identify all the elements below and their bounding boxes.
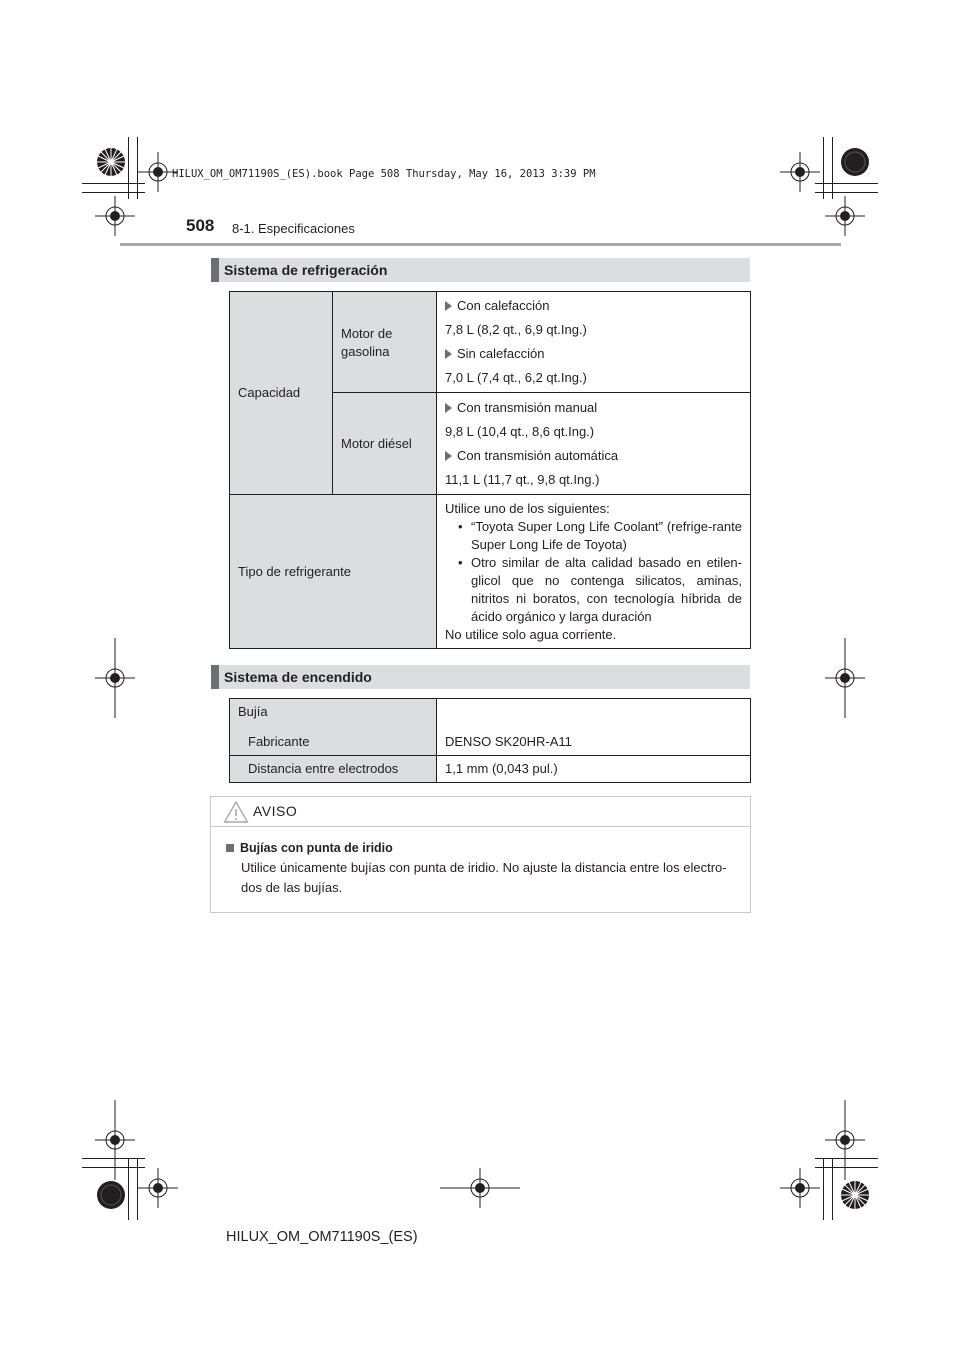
footer-doc-code: HILUX_OM_OM71190S_(ES) bbox=[226, 1229, 418, 1245]
ignition-table bbox=[229, 698, 751, 783]
list-item: • “Toyota Super Long Life Coolant” (refrige-rante Super Long Life de Toyota) bbox=[471, 518, 742, 554]
cooling-table bbox=[229, 291, 751, 649]
spark-plug-label: Bujía bbox=[238, 704, 268, 719]
diesel-label: Motor diésel bbox=[333, 393, 437, 495]
triangle-bullet-icon bbox=[445, 451, 452, 461]
warning-subtitle: Bujías con punta de iridio bbox=[226, 841, 393, 855]
coolant-note: No utilice solo agua corriente. bbox=[445, 627, 617, 642]
warning-body: Utilice únicamente bujías con punta de iridio. No ajuste la distancia entre los electro-dos de las bujías. bbox=[241, 860, 727, 895]
crosshair-mark-icon bbox=[780, 152, 820, 192]
starburst-mark-icon bbox=[840, 1180, 870, 1210]
gasoline-option: Sin calefacción bbox=[445, 345, 742, 363]
ignition-section-title bbox=[211, 665, 750, 689]
crosshair-mark-icon bbox=[138, 1168, 178, 1208]
gasoline-value: 7,8 L (8,2 qt., 6,9 qt.Ing.) bbox=[445, 322, 587, 337]
divider bbox=[211, 826, 750, 827]
starburst-mark-icon bbox=[96, 147, 126, 177]
crop-mark bbox=[823, 137, 824, 199]
title-bar bbox=[211, 258, 219, 282]
table-row bbox=[230, 495, 751, 649]
crosshair-mark-icon bbox=[95, 196, 135, 236]
crop-mark bbox=[815, 192, 878, 193]
table-row bbox=[230, 699, 751, 756]
diesel-option: Con transmisión manual bbox=[445, 399, 742, 417]
section-heading: 8-1. Especificaciones bbox=[232, 221, 355, 236]
diesel-option: Con transmisión automática bbox=[445, 447, 742, 465]
page-number: 508 bbox=[186, 216, 215, 235]
coolant-list bbox=[445, 518, 742, 626]
table-row bbox=[230, 756, 751, 783]
capacity-label: Capacidad bbox=[230, 292, 333, 495]
gasoline-value: 7,0 L (7,4 qt., 6,2 qt.Ing.) bbox=[445, 370, 587, 385]
warning-box bbox=[210, 796, 751, 913]
table-row bbox=[230, 292, 751, 393]
book-stamp: HILUX_OM_OM71190S_(ES).book Page 508 Thursday, May 16, 2013 3:39 PM bbox=[172, 168, 596, 180]
crosshair-mark-icon bbox=[825, 1100, 865, 1180]
square-bullet-icon bbox=[226, 844, 234, 852]
crop-mark bbox=[832, 137, 833, 199]
warning-triangle-icon bbox=[223, 800, 249, 824]
crosshair-mark-icon bbox=[440, 1168, 520, 1208]
maker-label: Fabricante bbox=[248, 734, 310, 749]
cooling-section-title bbox=[211, 258, 750, 282]
crosshair-mark-icon bbox=[95, 638, 135, 718]
crop-mark bbox=[82, 183, 145, 184]
triangle-bullet-icon bbox=[445, 403, 452, 413]
header-rule bbox=[120, 243, 841, 246]
diesel-value: 11,1 L (11,7 qt., 9,8 qt.Ing.) bbox=[445, 471, 600, 487]
title-bar bbox=[211, 665, 219, 689]
cooling-title-text: Sistema de refrigeración bbox=[224, 262, 388, 278]
coolant-label: Tipo de refrigerante bbox=[230, 495, 437, 649]
ignition-title-text: Sistema de encendido bbox=[224, 669, 372, 685]
crosshair-mark-icon bbox=[95, 1100, 135, 1180]
crosshair-mark-icon bbox=[825, 196, 865, 236]
warning-title: AVISO bbox=[253, 803, 298, 819]
triangle-bullet-icon bbox=[445, 349, 452, 359]
maker-value: DENSO SK20HR-A11 bbox=[437, 699, 751, 756]
gap-value: 1,1 mm (0,043 pul.) bbox=[437, 756, 751, 783]
gasoline-label: Motor de gasolina bbox=[333, 292, 437, 393]
diesel-value: 9,8 L (10,4 qt., 8,6 qt.Ing.) bbox=[445, 423, 595, 439]
gasoline-option: Con calefacción bbox=[445, 297, 742, 315]
triangle-bullet-icon bbox=[445, 301, 452, 311]
crop-mark bbox=[128, 137, 129, 199]
solid-circle-mark-icon bbox=[840, 147, 870, 177]
crosshair-mark-icon bbox=[825, 638, 865, 718]
gap-label: Distancia entre electrodos bbox=[230, 756, 437, 783]
crosshair-mark-icon bbox=[780, 1168, 820, 1208]
coolant-intro: Utilice uno de los siguientes: bbox=[445, 501, 610, 516]
crop-mark bbox=[815, 183, 878, 184]
crop-mark bbox=[82, 192, 145, 193]
list-item: • Otro similar de alta calidad basado en etilen-glicol que no contenga silicatos, aminas, nitritos ni boratos, con tecnología híbrida de ácido orgánico y larga duración bbox=[471, 554, 742, 626]
solid-circle-mark-icon bbox=[96, 1180, 126, 1210]
